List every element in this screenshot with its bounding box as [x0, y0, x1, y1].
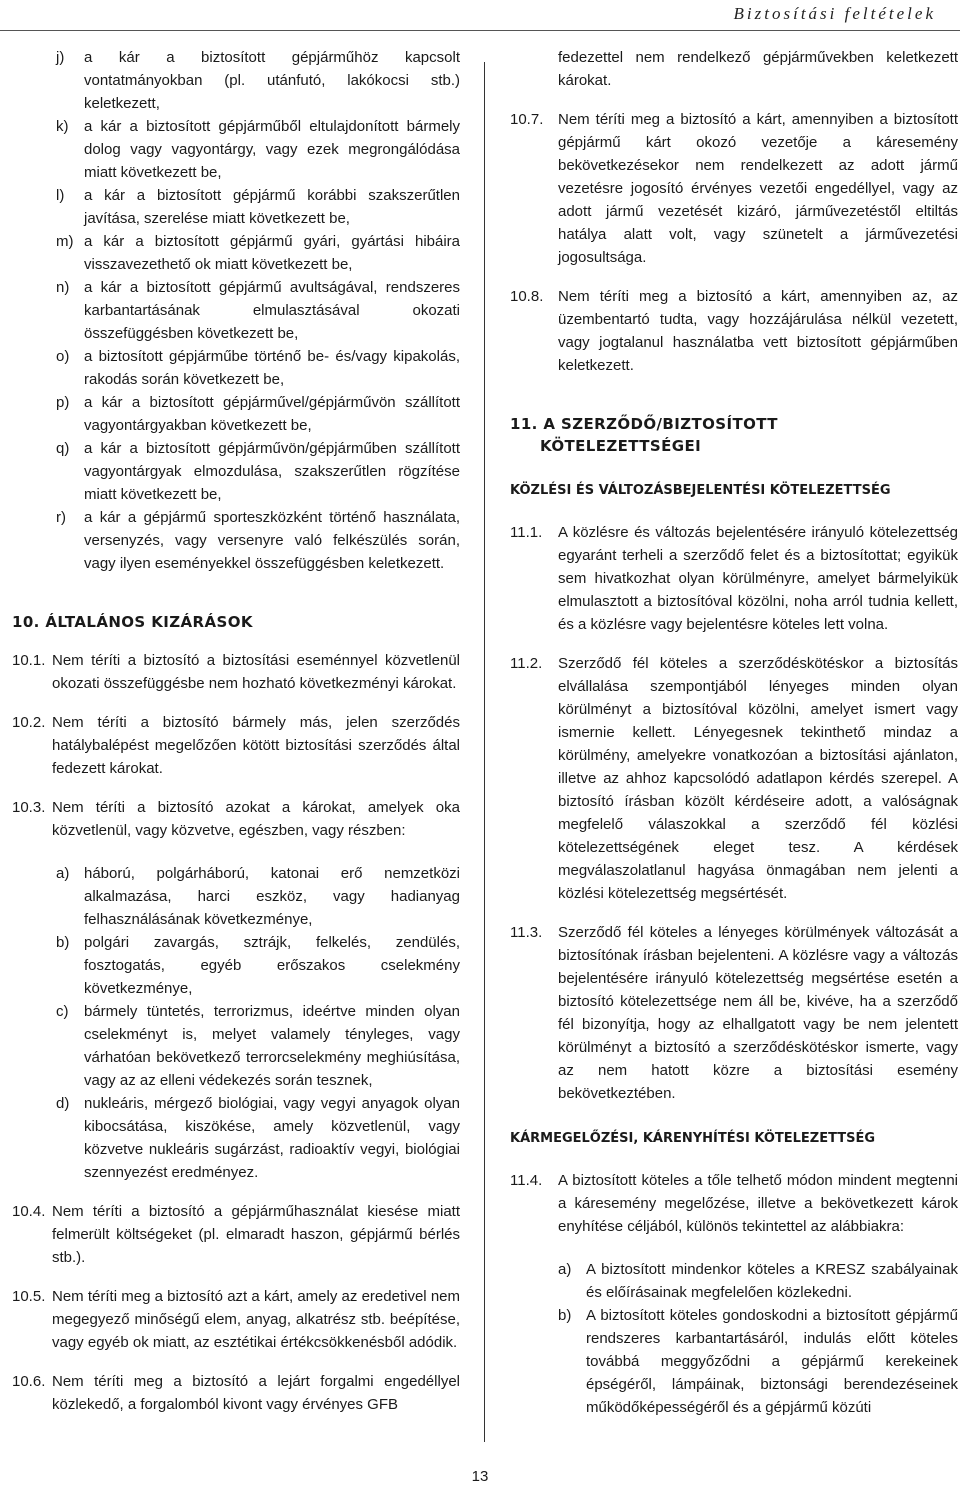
- list-item-label: l): [56, 187, 65, 204]
- list-item: [510, 1258, 958, 1304]
- list-item: [12, 1000, 460, 1092]
- clause: [12, 1200, 460, 1269]
- clause-text: Nem téríti a biztosító a gépjárműhasználat kiesése miatt felmerült költségeket (pl. elmaradt haszon, gépjármű bérlés stb.).: [52, 1203, 460, 1266]
- subsection-heading: KÁRMEGELŐZÉSI, KÁRENYHÍTÉSI KÖTELEZETTSÉG: [510, 1131, 876, 1146]
- list-item: [510, 1304, 958, 1419]
- clause-text: Nem téríti a biztosító bármely más, jelen szerződés hatálybalépést megelőzően kötött biztosítási szerződés által fedezett károkat.: [52, 714, 460, 777]
- list-item: [12, 506, 460, 575]
- clause-text: Szerződő fél köteles a lényeges körülmények változását a biztosítónak írásban bejelenteni. A közlésre vagy a változás bejelentésére irányuló kötelezettség megsértése esetén a biztosító kötelezettsége nem áll be, kivéve, ha a szerződő fél bizonyítja, hogy az elhallgatott vagy be nem jelentett körülményt a biztosító a szerződéskötéskor ismerte, vagy az nem hatott közre a biztosítási esemény bekövetkeztében.: [558, 924, 958, 1102]
- clause-text: Nem téríti meg a biztosító a kárt, amennyiben a biztosított gépjármű kárt okozó vezetője a káresemény bekövetkezésekor nem rendelkezett az adott jármű vezetésre jogosító érvényes vezetői engedéllyel, vagy az adott jármű vezetését kizáró, járművezetéstől eltiltás hatálya alatt volt, vagy szünetelt a járművezetési jogosultsága.: [558, 111, 958, 266]
- list-item-text: a kár a biztosított gépjárművön/gépjárműben szállított vagyontárgyak elmozdulása, szakszerűtlen rögzítése miatt következett be,: [84, 440, 460, 503]
- list-item-label: n): [56, 279, 70, 296]
- list-item-label: b): [56, 934, 70, 951]
- clause: [12, 711, 460, 780]
- clause-number: 10.6.: [12, 1373, 46, 1390]
- header-rule: [0, 30, 960, 31]
- list-item: [12, 184, 460, 230]
- list-item-label: j): [56, 49, 65, 66]
- clause-text: Nem téríti meg a biztosító a kárt, amennyiben az, az üzembentartó tudta, vagy hozzájárulása nélkül vezetett, vagy jogtalanul használatba vett biztosított gépjárműben keletkezett.: [558, 288, 958, 374]
- clause-text: A közlésre és változás bejelentésére irányuló kötelezettség egyaránt terheli a szerződő felet és a biztosítottat; egyikük sem hivatkozhat olyan körülményre, amelyet bármelyikük elmulasztott a biztosítóval közölni, noha arról tudnia kellett, és a közlésre vagy bejelentésre köteles lett volna.: [558, 524, 958, 633]
- page-number: 13: [471, 1468, 489, 1485]
- list-item-text: a biztosított gépjárműbe történő be- és/vagy kipakolás, rakodás során következett be,: [84, 348, 460, 388]
- clause: [510, 1169, 958, 1238]
- left-column: [12, 46, 460, 1416]
- clause: [12, 649, 460, 695]
- clause: [510, 921, 958, 1105]
- clause-number: 10.2.: [12, 714, 46, 731]
- list-item: [12, 862, 460, 931]
- clause: [510, 285, 958, 377]
- clause-number: 10.3.: [12, 799, 46, 816]
- section-heading: [510, 413, 958, 457]
- list-item: [12, 276, 460, 345]
- clause: [510, 652, 958, 905]
- clause-number: 10.7.: [510, 111, 544, 128]
- clause: [12, 1370, 460, 1416]
- list-item-label: r): [56, 509, 66, 526]
- clause-number: 10.5.: [12, 1288, 46, 1305]
- list-item-label: b): [558, 1307, 572, 1324]
- list-item-text: háború, polgárháború, katonai erő nemzetközi alkalmazása, harci eszköz, vagy hadianyag felhasználásának következménye,: [84, 865, 460, 928]
- list-item-label: k): [56, 118, 69, 135]
- clause-text: Szerződő fél köteles a szerződéskötéskor a biztosítás elvállalása szempontjából lényeges minden olyan körülményt a biztosítóval közölni, amelyet ismert vagy ismernie kellett. Lényegesnek tekinthető mindaz a körülmény, amelyekre vonatkozóan a biztosítási ajánlaton, illetve az ahhoz kapcsolódó adatlapon kérdés szerepel. A biztosító írásban közölt kérdéseire adott, a valóságnak megfelelő válaszokkal a szerződő fél közlési kötelezettségének eleget tesz. A kérdések megválaszolatlanul hagyása önmagában nem jelenti a közlési kötelezettség megsértését.: [558, 655, 958, 902]
- list-item: [12, 437, 460, 506]
- list-item-label: o): [56, 348, 70, 365]
- section-heading: 10. ÁLTALÁNOS KIZÁRÁSOK: [12, 613, 253, 631]
- clause-text: Nem téríti meg a biztosító azt a kárt, amely az eredetivel nem megegyező minőségű elem, anyag, alkatrész stb. beépítése, vagy egyéb ok miatt, az esztétikai értékcsökkenésből adódik.: [52, 1288, 460, 1351]
- section-heading-line1: 11. A SZERZŐDŐ/BIZTOSÍTOTT: [510, 415, 778, 433]
- column-divider: [484, 62, 485, 1442]
- list-item-text: nukleáris, mérgező biológiai, vagy vegyi anyagok olyan kibocsátása, kiszökése, amely közvetlenül, vagy közvetve nukleáris sugárzást, radioaktív vegyi, biológiai szennyezést eredményez.: [84, 1095, 460, 1181]
- subsection-heading: KÖZLÉSI ÉS VÁLTOZÁSBEJELENTÉSI KÖTELEZETTSÉG: [510, 483, 891, 498]
- clause-text: Nem téríti a biztosító a biztosítási eseménnyel közvetlenül okozati összefüggésbe nem hozható következményi károkat.: [52, 652, 460, 692]
- list-item-text: a kár a biztosított gépjármű korábbi szakszerűtlen javítása, szerelése miatt következett be,: [84, 187, 460, 227]
- list-item: [12, 1092, 460, 1184]
- running-header: Biztosítási feltételek: [733, 4, 936, 23]
- list-item: [12, 345, 460, 391]
- clause-number: 11.4.: [510, 1172, 543, 1189]
- clause-number: 10.8.: [510, 288, 544, 305]
- list-item-text: A biztosított köteles gondoskodni a biztosított gépjármű rendszeres karbantartásáról, indulás előtt köteles továbbá meggyőződni a gépjármű kerekeinek épségéről, lámpáinak, biztonsági berendezéseinek működőképességéről és a gépjármű közúti: [586, 1307, 958, 1416]
- list-item-text: a kár a gépjármű sporteszközként történő használata, versenyzés, vagy versenyre való felkészülés során, vagy ilyen eseményekkel összefüggésben keletkezett.: [84, 509, 460, 572]
- clause-continuation: [510, 46, 958, 92]
- clause-text: A biztosított köteles a tőle telhető módon mindent megtenni a káresemény megelőzése, illetve a bekövetkezett károk enyhítése céljából, különös tekintettel az alábbiakra:: [558, 1172, 958, 1235]
- clause-number: 11.3.: [510, 924, 543, 941]
- list-item-label: a): [56, 865, 70, 882]
- list-item-label: q): [56, 440, 70, 457]
- clause-number: 10.1.: [12, 652, 46, 669]
- list-item: [12, 115, 460, 184]
- list-item-label: m): [56, 233, 74, 250]
- clause-number: 10.4.: [12, 1203, 46, 1220]
- list-item-label: c): [56, 1003, 69, 1020]
- list-item-label: d): [56, 1095, 70, 1112]
- list-item-text: a kár a biztosított gépjárműhöz kapcsolt vontatmányokban (pl. utánfutó, lakókocsi stb.) keletkezett,: [84, 49, 460, 112]
- list-item-text: a kár a biztosított gépjármű avultságával, rendszeres karbantartásának elmulasztásával okozati összefüggésben következett be,: [84, 279, 460, 342]
- clause: [12, 1285, 460, 1354]
- list-item-text: A biztosított mindenkor köteles a KRESZ szabályainak és előírásainak megfelelően közlekedni.: [586, 1261, 958, 1301]
- list-item-text: a kár a biztosított gépjárművel/gépjárművön szállított vagyontárgyakban következett be,: [84, 394, 460, 434]
- clause-text: fedezettel nem rendelkező gépjárművekben keletkezett károkat.: [558, 49, 958, 89]
- clause: [12, 796, 460, 842]
- list-item: [12, 230, 460, 276]
- list-item-label: a): [558, 1261, 572, 1278]
- clause-text: Nem téríti a biztosító azokat a károkat, amelyek oka közvetlenül, vagy közvetve, egészben, vagy részben:: [52, 799, 460, 839]
- list-item-text: a kár a biztosított gépjármű gyári, gyártási hibáira visszavezethető ok miatt következett be,: [84, 233, 460, 273]
- section-heading-line2: KÖTELEZETTSÉGEI: [540, 437, 702, 455]
- clause-number: 11.2.: [510, 655, 543, 672]
- list-item-label: p): [56, 394, 70, 411]
- clause-number: 11.1.: [510, 524, 543, 541]
- right-column: [510, 46, 958, 1419]
- clause: [510, 521, 958, 636]
- clause: [510, 108, 958, 269]
- clause-text: Nem téríti meg a biztosító a lejárt forgalmi engedéllyel közlekedő, a forgalomból kivont vagy érvényes GFB: [52, 1373, 460, 1413]
- list-item-text: bármely tüntetés, terrorizmus, ideértve minden olyan cselekményt is, melyet valamely tényleges, vagy várhatóan bekövetkező terrorcselekmény meghiúsítása, vagy az az elleni védekezés során tesznek,: [84, 1003, 460, 1089]
- list-item: [12, 931, 460, 1000]
- list-item: [12, 391, 460, 437]
- list-item: [12, 46, 460, 115]
- list-item-text: polgári zavargás, sztrájk, felkelés, zendülés, fosztogatás, egyéb erőszakos cselekmény következménye,: [84, 934, 460, 997]
- list-item-text: a kár a biztosított gépjárműből eltulajdonított bármely dolog vagy vagyontárgy, vagy ezek megrongálódása miatt következett be,: [84, 118, 460, 181]
